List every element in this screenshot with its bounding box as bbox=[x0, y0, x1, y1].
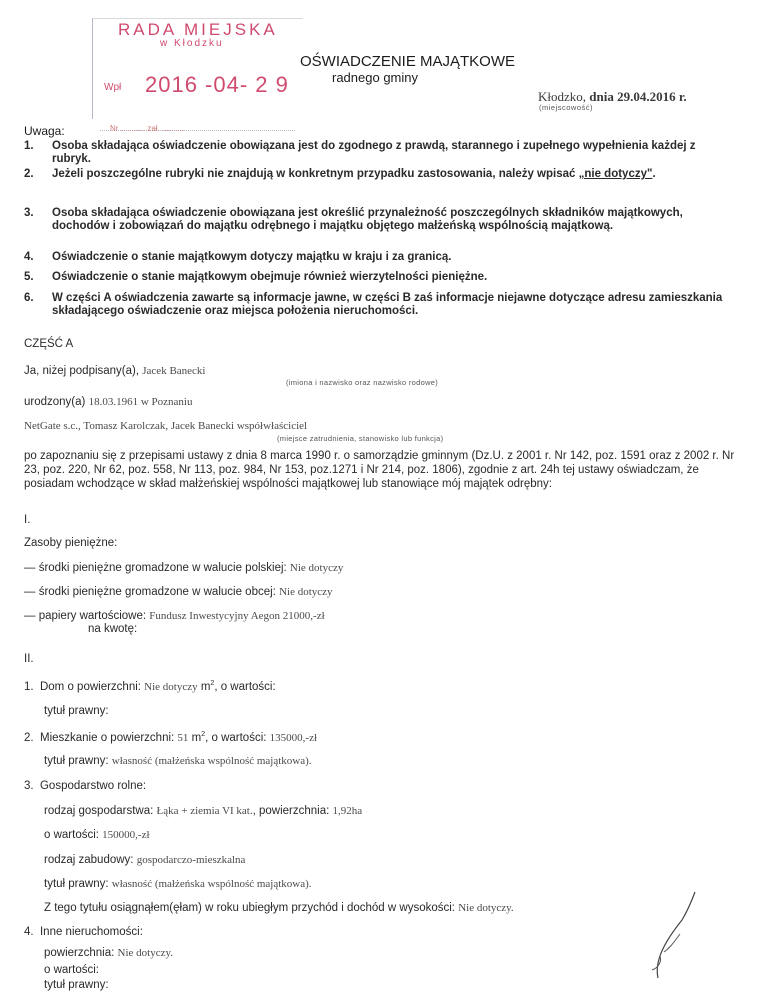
place-name: Kłodzko, bbox=[538, 89, 590, 104]
note-text: W części A oświadczenia zawarte są informacje jawne, w części B zaś informacje niejawne dotyczące adresu zamieszkania składającego oświadczenie oraz miejsca położenia nieruchomości. bbox=[52, 292, 723, 317]
dom-label: Dom o powierzchni: bbox=[39, 680, 145, 693]
born-line bbox=[24, 396, 192, 408]
inne-area-label: powierzchnia: bbox=[44, 947, 118, 959]
mieszkanie-title-row bbox=[44, 755, 312, 767]
gospodarstwo-type-row bbox=[44, 805, 362, 817]
gospodarstwo-income-label: Z tego tytułu osiągnąłem(ęłam) w roku ubiegłym przychód i dochód w wysokości: bbox=[44, 902, 459, 914]
signature-mark bbox=[640, 890, 700, 982]
mieszkanie-area: 51 bbox=[177, 731, 189, 744]
declaration-paragraph: po zapoznaniu się z przepisami ustawy z dnia 8 marca 1990 r. o samorządzie gminnym (Dz.U. z 2001 r. Nr 142, poz. 1591 oraz z 2002 r. Nr 23, poz. 220, Nr 62, poz. 558, Nr 113, poz. 984, Nr 153, poz.1271 i Nr 214, poz. 1806), zgodnie z art. 24h tej ustawy oświadczam, że posiadam wchodzące w skład małżeńskiej wspólności majątkowej lub stanowiące mój majątek odrębny: bbox=[24, 450, 735, 490]
note-text: Osoba składająca oświadczenie obowiązana jest do zgodnego z prawdą, starannego i zupełnego wypełnienia każdej z rubryk. bbox=[52, 140, 696, 165]
employer-note: (miejsce zatrudnienia, stanowisko lub funkcja) bbox=[277, 434, 444, 443]
note-text: Oświadczenie o stanie majątkowym obejmuje również wierzytelności pieniężne. bbox=[52, 271, 488, 283]
gospodarstwo-build-row bbox=[44, 854, 245, 866]
securities-label: — papiery wartościowe: bbox=[24, 610, 150, 622]
mieszkanie-label: Mieszkanie o powierzchni: bbox=[39, 731, 178, 744]
cash-pln-value: Nie dotyczy bbox=[289, 562, 344, 574]
note-text: Osoba składająca oświadczenie obowiązana jest określić przynależność poszczególnych składników majątkowych, dochodów i zobowiązań do majątku odrębnego i majątku objętego małżeńską wspólnością majątkową. bbox=[52, 207, 683, 232]
cash-foreign-value: Nie dotyczy bbox=[279, 586, 333, 598]
gospodarstwo-label: Gospodarstwo rolne: bbox=[39, 780, 147, 792]
cash-pln-label: — środki pieniężne gromadzone w walucie polskiej: bbox=[24, 562, 290, 574]
mieszkanie-amount: 135000,-zł bbox=[269, 731, 318, 744]
mieszkanie-tail: , o wartości: bbox=[205, 731, 270, 744]
securities-amount-label: na kwotę: bbox=[88, 623, 138, 635]
born-label: urodzony(a) bbox=[24, 396, 89, 408]
born-value: 18.03.1961 w Poznaniu bbox=[88, 396, 193, 408]
gospodarstwo-build-label: rodzaj zabudowy: bbox=[44, 854, 137, 866]
place-date-value: dnia 29.04.2016 r. bbox=[589, 89, 687, 104]
securities-row bbox=[24, 610, 325, 622]
cash-foreign-row bbox=[24, 586, 333, 598]
inne-row bbox=[24, 926, 143, 938]
place-note: (miejscowość) bbox=[539, 103, 594, 112]
mieszkanie-title-value: własność (małżeńska wspólność majątkowa). bbox=[111, 755, 312, 767]
inne-title-label: tytuł prawny: bbox=[44, 979, 109, 991]
note-text-main: Jeżeli poszczególne rubryki nie znajdują w konkretnym przypadku zastosowania, należy wpisać bbox=[52, 168, 579, 180]
signed-note: (imiona i nazwisko oraz nazwisko rodowe) bbox=[286, 378, 439, 387]
uwaga-handwritten: Nr ........... zał. .......... bbox=[110, 124, 185, 133]
section-1-heading: Zasoby pieniężne: bbox=[24, 537, 118, 549]
gospodarstwo-number: 3. bbox=[24, 780, 34, 792]
note-text: Oświadczenie o stanie majątkowym dotyczy majątku w kraju i za granicą. bbox=[52, 251, 452, 263]
dom-unit: m bbox=[197, 680, 211, 693]
gospodarstwo-income-value: Nie dotyczy. bbox=[458, 902, 514, 914]
gospodarstwo-value-value: 150000,-zł bbox=[102, 829, 150, 841]
employer-line bbox=[24, 420, 307, 432]
note-text bbox=[52, 168, 736, 181]
note-number: 6. bbox=[24, 292, 34, 304]
inne-area-value: Nie dotyczy. bbox=[117, 947, 174, 959]
gospodarstwo-build-value: gospodarczo-mieszkalna bbox=[136, 854, 246, 866]
gospodarstwo-title-row bbox=[44, 878, 312, 890]
stamp-date: 2016 -04- 2 9 bbox=[145, 72, 289, 97]
signed-label: Ja, niżej podpisany(a), bbox=[24, 365, 143, 377]
note-number: 5. bbox=[24, 271, 34, 283]
dom-title-label: tytuł prawny: bbox=[44, 705, 109, 717]
gospodarstwo-type-label: rodzaj gospodarstwa: bbox=[44, 805, 157, 817]
czesc-a-heading: CZĘŚĆ A bbox=[24, 338, 74, 350]
gospodarstwo-title-label: tytuł prawny: bbox=[44, 878, 112, 890]
dom-tail: , o wartości: bbox=[214, 680, 276, 693]
section-2-roman: II. bbox=[24, 653, 34, 665]
inne-area-row bbox=[44, 947, 173, 959]
gospodarstwo-value-label: o wartości: bbox=[44, 829, 103, 841]
gospodarstwo-area-value: 1,92ha bbox=[332, 805, 363, 817]
cash-foreign-label: — środki pieniężne gromadzone w walucie obcej: bbox=[24, 586, 280, 598]
gospodarstwo-value-row bbox=[44, 829, 150, 841]
dom-value: Nie dotyczy bbox=[144, 680, 198, 693]
gospodarstwo-type-value: Łąka + ziemia VI kat. bbox=[156, 805, 253, 817]
note-number: 2. bbox=[24, 168, 34, 180]
note-number: 1. bbox=[24, 140, 34, 152]
gospodarstwo-income-row bbox=[44, 902, 514, 914]
stamp-subtitle: w Kłodzku bbox=[160, 38, 224, 49]
inne-value-label: o wartości: bbox=[44, 964, 99, 976]
employer-value: NetGate s.c., Tomasz Karolczak, Jacek Banecki współwłaściciel bbox=[24, 420, 308, 432]
mieszkanie-row bbox=[24, 731, 317, 744]
note-number: 4. bbox=[24, 251, 34, 263]
inne-label: Inne nieruchomości: bbox=[39, 926, 143, 938]
note-tail: . bbox=[652, 168, 656, 180]
section-1-roman: I. bbox=[24, 514, 31, 526]
mieszkanie-title-label: tytuł prawny: bbox=[44, 755, 112, 767]
gospodarstwo-area-label: , powierzchnia: bbox=[252, 805, 333, 817]
note-number: 3. bbox=[24, 207, 34, 219]
signed-value: Jacek Banecki bbox=[142, 365, 206, 377]
dom-unit-sup: 2 bbox=[210, 680, 215, 687]
mieszkanie-unit: m bbox=[188, 731, 202, 744]
mieszkanie-number: 2. bbox=[24, 731, 34, 744]
document-subtitle: radnego gminy bbox=[332, 70, 418, 85]
cash-pln-row bbox=[24, 562, 343, 574]
securities-value: Fundusz Inwestycyjny Aegon 21000,-zł bbox=[149, 610, 325, 622]
stamp-title: RADA MIEJSKA bbox=[118, 20, 278, 39]
signed-line bbox=[24, 365, 205, 377]
gospodarstwo-title-value: własność (małżeńska wspólność majątkowa). bbox=[111, 878, 312, 890]
dom-row bbox=[24, 680, 276, 693]
note-emphasis: „nie dotyczy" bbox=[578, 168, 653, 180]
inne-number: 4. bbox=[24, 926, 34, 938]
mieszkanie-unit-sup: 2 bbox=[201, 731, 206, 738]
document-title: OŚWIADCZENIE MAJĄTKOWE bbox=[300, 53, 516, 70]
dom-number: 1. bbox=[24, 680, 34, 693]
uwaga-label: Uwaga: bbox=[24, 124, 65, 138]
stamp-wpl-label: Wpł bbox=[104, 82, 122, 93]
gospodarstwo-row bbox=[24, 780, 146, 792]
